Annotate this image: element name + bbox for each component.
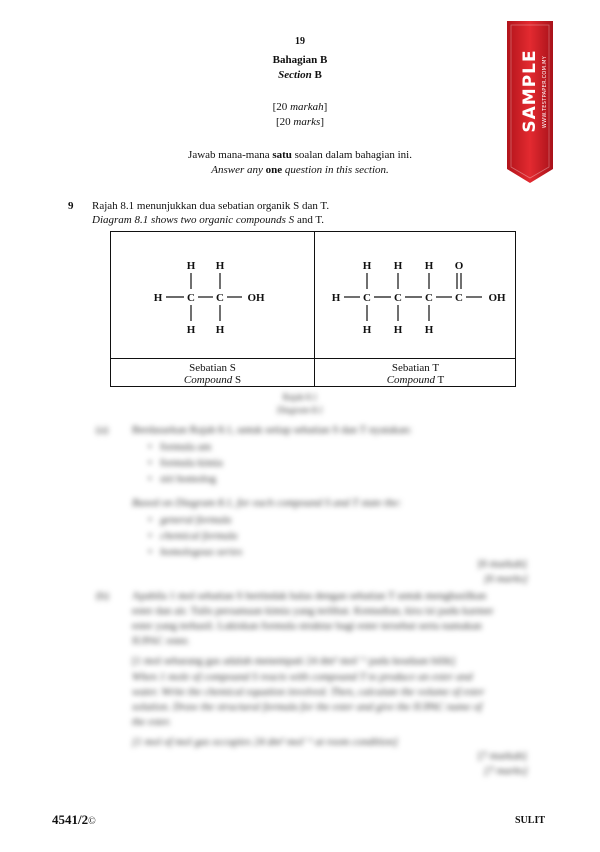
atom-t-h-bottom-1: H: [362, 324, 372, 336]
atom-s-h-bottom-2: H: [215, 324, 225, 336]
sample-ribbon-text: [505, 21, 555, 171]
question-intro-en-pre: Diagram 8.1 shows two organic compounds S: [92, 214, 297, 226]
atom-t-c-2: C: [394, 292, 402, 304]
part-a-ms-bullet-3: • siri homolog: [148, 473, 217, 485]
part-a-label: (a): [96, 424, 109, 436]
sample-ribbon: [505, 21, 555, 183]
part-a-en-bullet-3: • homologous series: [148, 546, 243, 558]
part-a-en: Based on Diagram 8.1, for each compound S and T state the:: [132, 497, 402, 509]
sample-url: WWW.TESTPAPER.COM.MY: [542, 55, 548, 129]
part-b-ms-line-2: ester dan air. Tulis persamaan kimia yang terlibat. Kemudian, kira isi padu karmer: [132, 605, 494, 617]
instruction-ms-bold: satu: [272, 149, 292, 161]
compound-s-label-ms: Sebatian S: [189, 362, 236, 374]
part-b-en-line-1: When 1 mole of compound S reacts with compound T to produce an ester and: [132, 671, 473, 683]
part-a-en-bullet-2: • chemical formula: [148, 530, 238, 542]
question-intro-en: [92, 214, 324, 226]
part-b-en-line-3: solution. Draw the structural formula for the ester and give the IUPAC name of: [132, 701, 482, 713]
footer-code: [52, 812, 96, 828]
part-b-en-line-4: the ester.: [132, 716, 172, 728]
part-b-ms-line-5: [1 mol sebarang gas adalah menempati 24 dm³ mol⁻¹ pada keadaan bilik]: [132, 655, 456, 667]
question-intro-en-post: T.: [312, 214, 325, 226]
question-intro-en-and: and: [296, 214, 313, 226]
atom-s-c-1: C: [187, 292, 195, 304]
diagram-caption-en: Diagram 8.1: [276, 405, 323, 415]
atom-t-c-1: C: [363, 292, 371, 304]
atom-t-c-4: C: [455, 292, 463, 304]
compound-t-label-en: [314, 374, 517, 386]
compound-s-label-en: [111, 374, 314, 386]
atom-t-h-bottom-3: H: [424, 324, 434, 336]
part-b-label: (b): [96, 590, 109, 602]
part-a-en-bullet-1: • general formula: [148, 514, 232, 526]
footer-status: SULIT: [515, 815, 546, 826]
compound-t-label: [314, 362, 517, 386]
atom-s-h-left: H: [153, 292, 163, 304]
part-b-ms-line-4: IUPAC ester.: [132, 635, 190, 647]
marks-ms-close: ]: [323, 101, 328, 113]
marks-en-unit: marks: [293, 116, 321, 128]
part-b-en-line-5: [1 mol of mol gas occupies 24 dm³ mol⁻¹ at room condition]: [132, 736, 398, 748]
compound-t-label-en-letter: T: [437, 374, 445, 386]
marks-en-value: [20: [276, 116, 294, 128]
compound-s-bonds: [166, 273, 242, 321]
question-number: 9: [68, 200, 74, 212]
atom-t-h-top-1: H: [362, 260, 372, 272]
part-a-marks-en: [6 marks]: [484, 573, 528, 585]
instruction-ms-pre: Jawab mana-mana: [188, 149, 273, 161]
instruction-en-bold: one: [265, 164, 283, 176]
compound-s-label-en-word: Compound: [183, 374, 233, 386]
atom-s-h-top-2: H: [215, 260, 225, 272]
diagram-caption-ms: Rajah 8.1: [282, 392, 318, 402]
part-a-marks-ms: [6 markah]: [478, 558, 527, 570]
part-a-ms-bullet-2: • formula kimia: [148, 457, 223, 469]
diagram-row-divider: [111, 358, 515, 359]
instruction-ms-post: soalan dalam bahagian ini.: [291, 149, 412, 161]
footer-code-text: 4541/2: [52, 812, 89, 827]
instruction-en-post: question in this section.: [282, 164, 389, 176]
section-title-en-letter: B: [314, 69, 322, 81]
atom-s-oh: OH: [247, 292, 265, 304]
part-b-en-line-2: water. Write the chemical equation involved. Then, calculate the volume of ester: [132, 686, 485, 698]
part-b-ms-line-3: ester yang terhasil. Lukiskan formula struktur bagi ester tersebut serta namakan: [132, 620, 482, 632]
compound-s-structure: [111, 232, 314, 358]
compound-s-label-en-letter: S: [234, 374, 242, 386]
page-number: 19: [295, 36, 305, 47]
atom-t-h-top-3: H: [424, 260, 434, 272]
marks-ms-value: [20: [272, 101, 291, 113]
atom-t-o: O: [454, 260, 464, 272]
part-a-ms-bullet-1: • formula am: [148, 441, 212, 453]
compound-s-label: [111, 362, 314, 386]
compound-t-structure: [314, 232, 517, 358]
sample-label: SAMPLE: [520, 49, 540, 133]
part-b-marks-en: [7 marks]: [484, 765, 528, 777]
marks-ms-unit: markah: [290, 101, 324, 113]
atom-t-c-3: C: [425, 292, 433, 304]
atom-t-h-left: H: [331, 292, 341, 304]
atom-s-c-2: C: [216, 292, 224, 304]
section-title-en-word: Section: [278, 69, 312, 81]
atom-t-h-bottom-2: H: [393, 324, 403, 336]
instruction-en-pre: Answer any: [211, 164, 266, 176]
atom-s-h-bottom-1: H: [186, 324, 196, 336]
part-b-ms-line-1: Apabila 1 mol sebatian S bertindak balas dengan sebatian T untuk menghasilkan: [132, 590, 487, 602]
part-a-ms: Berdasarkan Rajah 8.1, untuk setiap sebatian S dan T nyatakan:: [132, 424, 412, 436]
diagram-table: [110, 231, 516, 387]
section-title-ms: Bahagian B: [272, 54, 328, 66]
compound-t-label-ms: Sebatian T: [391, 362, 440, 374]
marks-en-close: ]: [320, 116, 324, 128]
question-intro-ms: Rajah 8.1 menunjukkan dua sebatian organik S dan T.: [92, 200, 330, 212]
footer-copyright: ©: [88, 816, 96, 827]
part-b-marks-ms: [7 markah]: [478, 750, 527, 762]
atom-t-h-top-2: H: [393, 260, 403, 272]
atom-t-oh: OH: [488, 292, 506, 304]
atom-s-h-top-1: H: [186, 260, 196, 272]
compound-t-label-en-word: Compound: [386, 374, 435, 386]
